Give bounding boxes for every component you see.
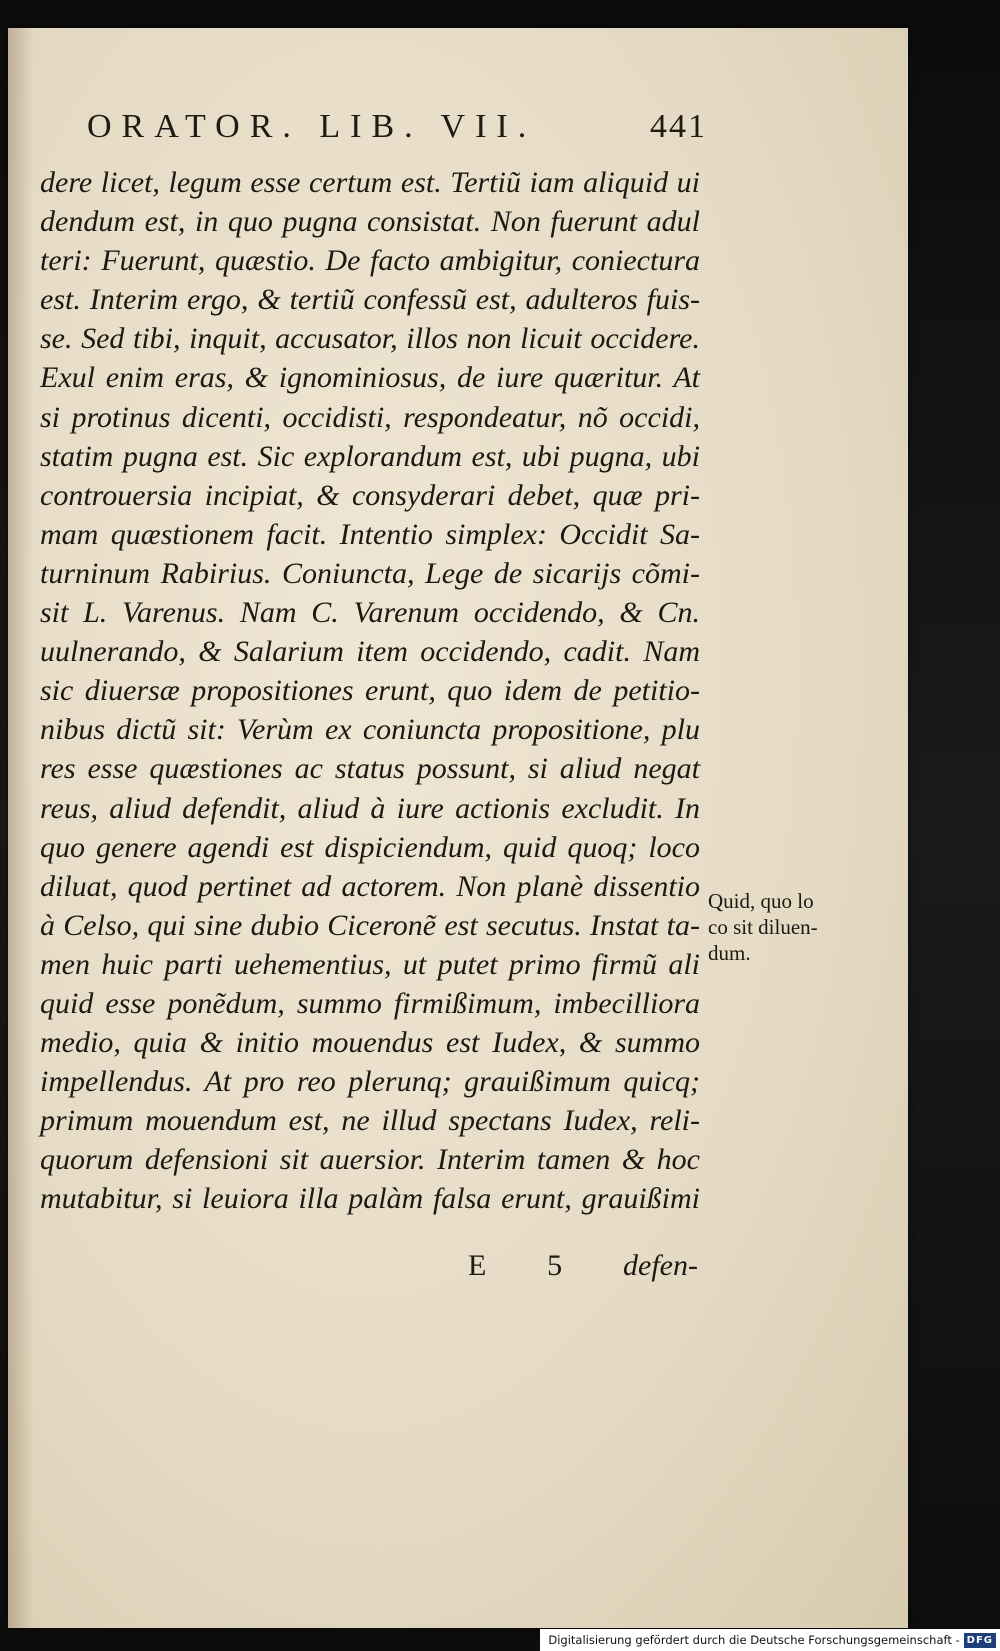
signature-number: 5 — [547, 1249, 563, 1282]
text-line: quorum defensioni sit auersior. Interim tamen & hoc — [40, 1143, 700, 1177]
text-line: turninum Rabirius. Coniuncta, Lege de sicarijs cõmi- — [40, 556, 700, 590]
text-line: mam quæstionem facit. Intentio simplex: Occidit Sa- — [40, 517, 700, 551]
text-line: impellendus. At pro reo plerunq; grauißimum quicq; — [40, 1065, 700, 1099]
text-line: sic diuersæ propositiones erunt, quo idem de petitio- — [40, 674, 700, 708]
text-line: diluat, quod pertinet ad actorem. Non planè dissentio — [40, 869, 700, 903]
marginal-note — [708, 888, 858, 966]
text-line: dere licet, legum esse certum est. Tertiũ iam aliquid ui — [40, 166, 700, 199]
text-line: mutabitur, si leuiora illa palàm falsa erunt, grauißimi — [40, 1182, 700, 1216]
text-line: Exul enim eras, & ignominiosus, de iure quæritur. At — [40, 361, 700, 395]
text-line: res esse quæstiones ac status possunt, si aliud negat — [40, 752, 700, 786]
text-line: se. Sed tibi, inquit, accusator, illos non licuit occidere. — [40, 322, 700, 356]
text-line: nibus dictũ sit: Verùm ex coniuncta propositione, plu — [40, 713, 700, 747]
marginal-note-line: dum. — [708, 941, 751, 965]
marginal-note-line: co sit diluen- — [708, 915, 818, 939]
catchword: defen- — [623, 1249, 698, 1282]
text-line: est. Interim ergo, & tertiũ confessũ est, adulteros fuis- — [40, 283, 700, 317]
signature-line — [468, 1246, 698, 1286]
text-line: medio, quia & initio mouendus est Iudex, & summo — [40, 1026, 700, 1060]
page-number: 441 — [650, 108, 707, 145]
signature-mark: E — [468, 1249, 487, 1282]
text-line: controuersia incipiat, & consyderari debet, quæ pri- — [40, 478, 700, 512]
credit-text: Digitalisierung gefördert durch die Deutsche Forschungsgemeinschaft - — [548, 1633, 960, 1647]
text-line: primum mouendum est, ne illud spectans Iudex, reli- — [40, 1104, 700, 1138]
text-line: dendum est, in quo pugna consistat. Non fuerunt adul — [40, 205, 700, 239]
text-line: si protinus dicenti, occidisti, respondeatur, nõ occidi, — [40, 400, 700, 434]
text-line: quo genere agendi est dispiciendum, quid quoq; loco — [40, 830, 700, 864]
text-line: à Celso, qui sine dubio Ciceronẽ est secutus. Instat ta- — [40, 908, 700, 942]
text-line: teri: Fuerunt, quæstio. De facto ambigitur, coniectura — [40, 244, 700, 278]
dfg-logo: DFG — [964, 1633, 996, 1648]
running-head — [87, 96, 707, 158]
running-head-title: ORATOR. LIB. VII. — [87, 108, 537, 145]
digitization-credit — [540, 1629, 1000, 1651]
text-line: men huic parti uehementius, ut putet primo firmũ ali — [40, 947, 700, 981]
text-line: statim pugna est. Sic explorandum est, ubi pugna, ubi — [40, 439, 700, 473]
text-line: uulnerando, & Salarium item occidendo, cadit. Nam — [40, 635, 700, 669]
marginal-note-line: Quid, quo lo — [708, 889, 814, 913]
body-text — [40, 163, 700, 1219]
text-line: quid esse ponẽdum, summo firmißimum, imbecilliora — [40, 986, 700, 1020]
text-line: sit L. Varenus. Nam C. Varenum occidendo, & Cn. — [40, 596, 700, 630]
text-line: reus, aliud defendit, aliud à iure actionis excludit. In — [40, 791, 700, 825]
